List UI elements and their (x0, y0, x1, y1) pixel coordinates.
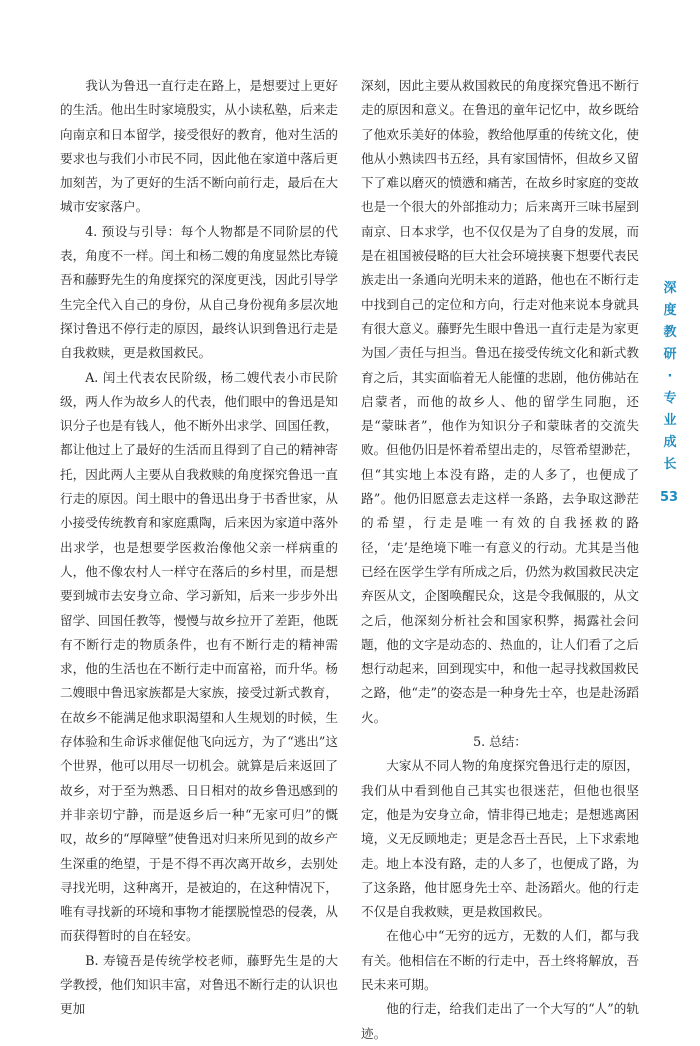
section-label-char: 业 (663, 413, 677, 428)
body-paragraph: 大家从不同人物的角度探究鲁迅行走的原因，我们从中看到他自己其实也很迷茫，但他也很坚定，他是为安身立命，情非得已地走；是想逃离困境，义无反顾地走；更是念吾土吾民，上下求索地走。地上本没有路，走的人多了，也便成了路，为了这条路，他甘愿身先士卒、赴汤蹈火。他的行走不仅是自我救赎，更是救国救民。 (361, 758, 639, 920)
body-paragraph: A. 闰土代表农民阶级，杨二嫂代表小市民阶级，两人作为故乡人的代表，他们眼中的鲁迅是知识分子也是有钱人，他不断外出求学、回国任教，都让他过上了最好的生活而且得到了自己的精神寄托，因此两人主要从自我救赎的角度探究鲁迅一直行走的原因。闰土眼中的鲁迅出身于书香世家，从小接受传统教育和家庭熏陶，后来因为家道中落外出求学，也是想要学医救治像他父亲一样病重的人，他不像农村人一样守在落后的乡村里，而是想要到城市去安身立命、学习新知，后来一步步外出留学、回国任教等，慢慢与故乡拉开了差距，他既有不断行走的物质条件，也有不断行走的精神需求，他的生活也在不断行走中而富裕，而升华。杨二嫂眼中鲁迅家族都是大家族，接受过新式教育，在故乡不能满足他求职渴望和人生规划的时候，生存体验和生命诉求催促他飞向远方，为了“逃出”这个世界，他可以用尽一切机会。就算是后来返回了故乡，对于至为熟悉、日日相对的故乡鲁迅感到的并非亲切宁静，而是返乡后一种“无家可归”的慨叹，故乡的“厚障壁”使鲁迅对归来所见到的故乡产生深重的绝望，于是不得不再次离开故乡，去别处寻找光明，这种离开，是被迫的，在这种情况下，唯有寻找新的环境和事物才能摆脱惶恐的侵袭，从而获得暂时的自在轻安。 (60, 369, 338, 944)
body-paragraph: 他的行走，给我们走出了一个大写的“人”的轨迹。 (361, 1001, 639, 1041)
section-label-char: 深 (663, 281, 677, 296)
body-paragraph: 我认为鲁迅一直行走在路上，是想要过上更好的生活。他出生时家境殷实，从小读私塾，后来走向南京和日本留学，接受很好的教育，他对生活的要求也与我们小市民不同，因此他在家道中落后更加刻苦，为了更好的生活不断向前行走，最后在大城市安家落户。 (60, 78, 338, 215)
section-label-char: 度 (663, 303, 677, 318)
section-label-char: 研 (663, 347, 677, 362)
section-label-char: · (667, 369, 673, 384)
section-label (658, 278, 682, 476)
section-label-char: 成 (663, 435, 677, 450)
page-number: 53 (659, 490, 679, 505)
body-paragraph: 4. 预设与引导：每个人物都是不同阶层的代表，角度不一样。闰土和杨二嫂的角度显然比寿镜吾和藤野先生的角度探究的深度更浅，因此引导学生完全代入自己的身份，从自己身份视角多层次地探讨鲁迅不停行走的原因，最终认识到鲁迅行走是自我救赎，更是救国救民。 (60, 223, 338, 361)
section-label-char: 长 (663, 457, 677, 472)
left-column (60, 74, 338, 1022)
section-label-char: 教 (663, 325, 677, 340)
section-heading: 5. 总结： (473, 734, 527, 750)
right-column (361, 74, 639, 1046)
section-label-char: 专 (663, 391, 677, 406)
body-paragraph: B. 寿镜吾是传统学校老师，藤野先生是的大学教授，他们知识丰富，对鲁迅不断行走的认识也更加 (60, 952, 338, 1017)
continued-paragraph: 深刻，因此主要从救国救民的角度探究鲁迅不断行走的原因和意义。在鲁迅的童年记忆中，故乡既给了他欢乐美好的体验，教给他厚重的传统文化，使他从小熟读四书五经，具有家国情怀，但故乡又留下了难以磨灭的愤懑和痛苦，在故乡时家庭的变故也是一个很大的外部推动力；后来离开三味书屋到南京、日本求学，也不仅仅是为了自身的发展，而是在祖国被侵略的巨大社会环境挟裹下想要代表民族走出一条通向光明未来的道路，他也在不断行走中找到自己的定位和方向，行走对他来说本身就具有很大意义。藤野先生眼中鲁迅一直行走是为家更为国／责任与担当。鲁迅在接受传统文化和新式教育之后，其实面临着无人能懂的悲剧，他仿佛站在启蒙者，而他的故乡人、他的留学生同胞，还是“蒙昧者”，他作为知识分子和蒙昧者的交流失败。但他仍旧是怀着希望出走的，尽管希望渺茫，但“其实地上本没有路，走的人多了，也便成了路”。他仍旧愿意去走这样一条路，去争取这渺茫的希望，行走是唯一有效的自我拯救的路径，‘走’是绝境下唯一有意义的行动。尤其是当他已经在医学生学有所成之后，仍然为救国救民决定弃医从文，企图唤醒民众，这是令我佩服的，从文之后，他深刻分析社会和国家积弊，揭露社会问题，他的文字是动态的、热血的，让人们看了之后想行动起来，回到现实中，和他一起寻找救国救民之路，他“走”的姿态是一种身先士卒，也是赴汤蹈火。 (361, 78, 639, 725)
body-paragraph: 在他心中“无穷的远方，无数的人们，都与我有关。他相信在不断的行走中，吾土终将解放，吾民未来可期。 (361, 928, 639, 992)
